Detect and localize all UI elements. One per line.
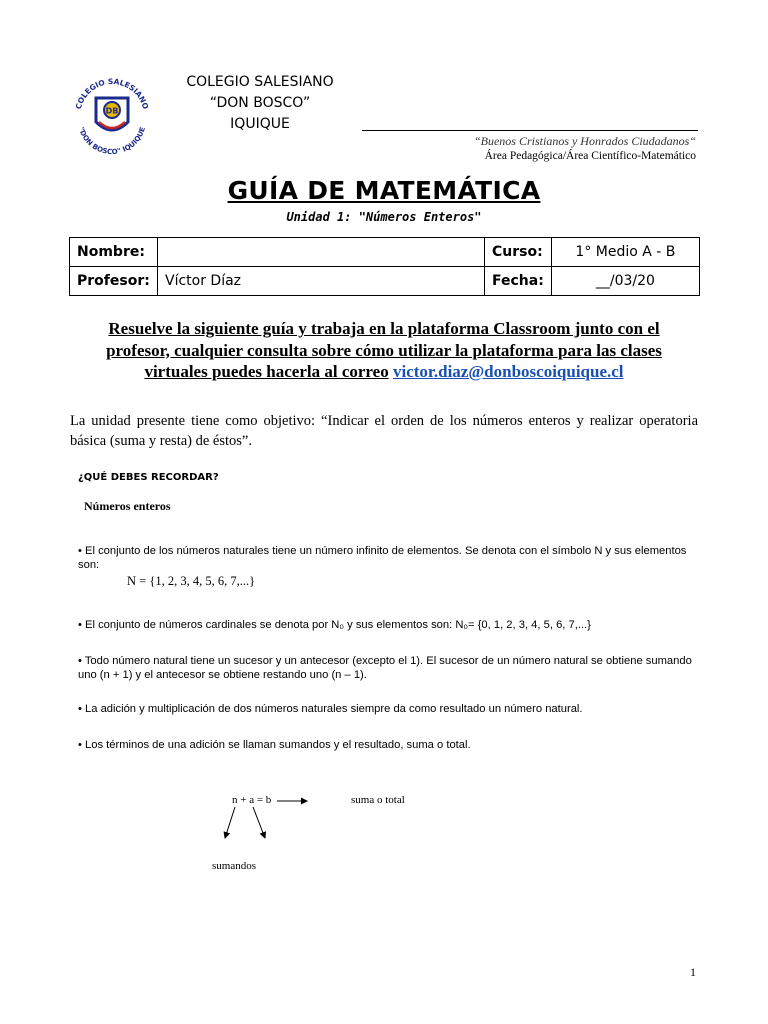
department-area: Área Pedagógica/Área Científico-Matemático (484, 150, 696, 162)
school-name (150, 72, 370, 135)
header-divider (362, 130, 698, 131)
section-heading: Números enteros (84, 499, 171, 513)
table-row (70, 267, 700, 296)
list-item: • La adición y multiplicación de dos números naturales siempre da como resultado un número natural. (78, 703, 583, 715)
svg-text:"DON BOSCO" IQUIQUE: "DON BOSCO" IQUIQUE (76, 126, 148, 157)
unit-subtitle: Unidad 1: "Números Enteros" (286, 210, 482, 224)
set-n-definition: N = {1, 2, 3, 4, 5, 6, 7,...} (127, 574, 256, 588)
nombre-label: Nombre: (70, 238, 158, 267)
list-item: • El conjunto de números cardinales se denota por N₀ y sus elementos son: N₀= {0, 1, 2, 3, 4, 5, 6, 7,...} (78, 619, 591, 631)
school-line-3: IQUIQUE (230, 116, 290, 132)
list-item: • El conjunto de los números naturales tiene un número infinito de elementos. Se denota con el símbolo N y sus elementos son: (78, 545, 687, 571)
instructions-line-3: virtuales puedes hacerla al correo (144, 362, 389, 381)
instructions (82, 318, 686, 383)
recordar-heading: ¿QUÉ DEBES RECORDAR? (78, 472, 219, 483)
school-motto: “Buenos Cristianos y Honrados Ciudadanos“ (473, 134, 696, 148)
curso-label: Curso: (485, 238, 552, 267)
table-row (70, 238, 700, 267)
list-item: • Los términos de una adición se llaman sumandos y el resultado, suma o total. (78, 739, 471, 751)
arrow-to-sumando-2 (253, 807, 265, 838)
profesor-label: Profesor: (70, 267, 158, 296)
school-logo (66, 70, 158, 162)
school-line-2: “DON BOSCO” (209, 95, 311, 111)
total-label: suma o total (351, 794, 405, 806)
sumandos-label: sumandos (212, 860, 256, 872)
svg-text:COLEGIO SALESIANO: COLEGIO SALESIANO (73, 76, 151, 111)
school-line-1: COLEGIO SALESIANO (186, 74, 334, 90)
instructions-line-1: Resuelve la siguiente guía y trabaja en la plataforma Classroom junto con el (108, 319, 660, 338)
list-item: • Todo número natural tiene un sucesor y un antecesor (excepto el 1). El sucesor de un número natural se obtiene sumando uno (n + 1) y el antecesor se obtiene restando uno (n – 1). (78, 655, 692, 681)
page-number: 1 (690, 965, 696, 979)
fecha-value: __/03/20 (551, 267, 699, 296)
profesor-value: Víctor Díaz (158, 267, 485, 296)
arrow-to-sumando-1 (225, 807, 235, 838)
email-link[interactable]: victor.diaz@donboscoiquique.cl (392, 362, 624, 381)
instructions-line-2: profesor, cualquier consulta sobre cómo utilizar la plataforma para las clases (106, 340, 662, 360)
fecha-label: Fecha: (485, 267, 552, 296)
student-info-table (69, 237, 700, 296)
curso-value: 1° Medio A - B (551, 238, 699, 267)
addition-equation: n + a = b (232, 794, 272, 806)
nombre-field[interactable] (158, 238, 485, 267)
svg-text:DB: DB (105, 106, 119, 116)
page-title: GUÍA DE MATEMÁTICA (227, 176, 541, 205)
objective-paragraph: La unidad presente tiene como objetivo: “Indicar el orden de los números enteros y realizar operatoria básica (suma y resta) de éstos”. (70, 413, 698, 449)
